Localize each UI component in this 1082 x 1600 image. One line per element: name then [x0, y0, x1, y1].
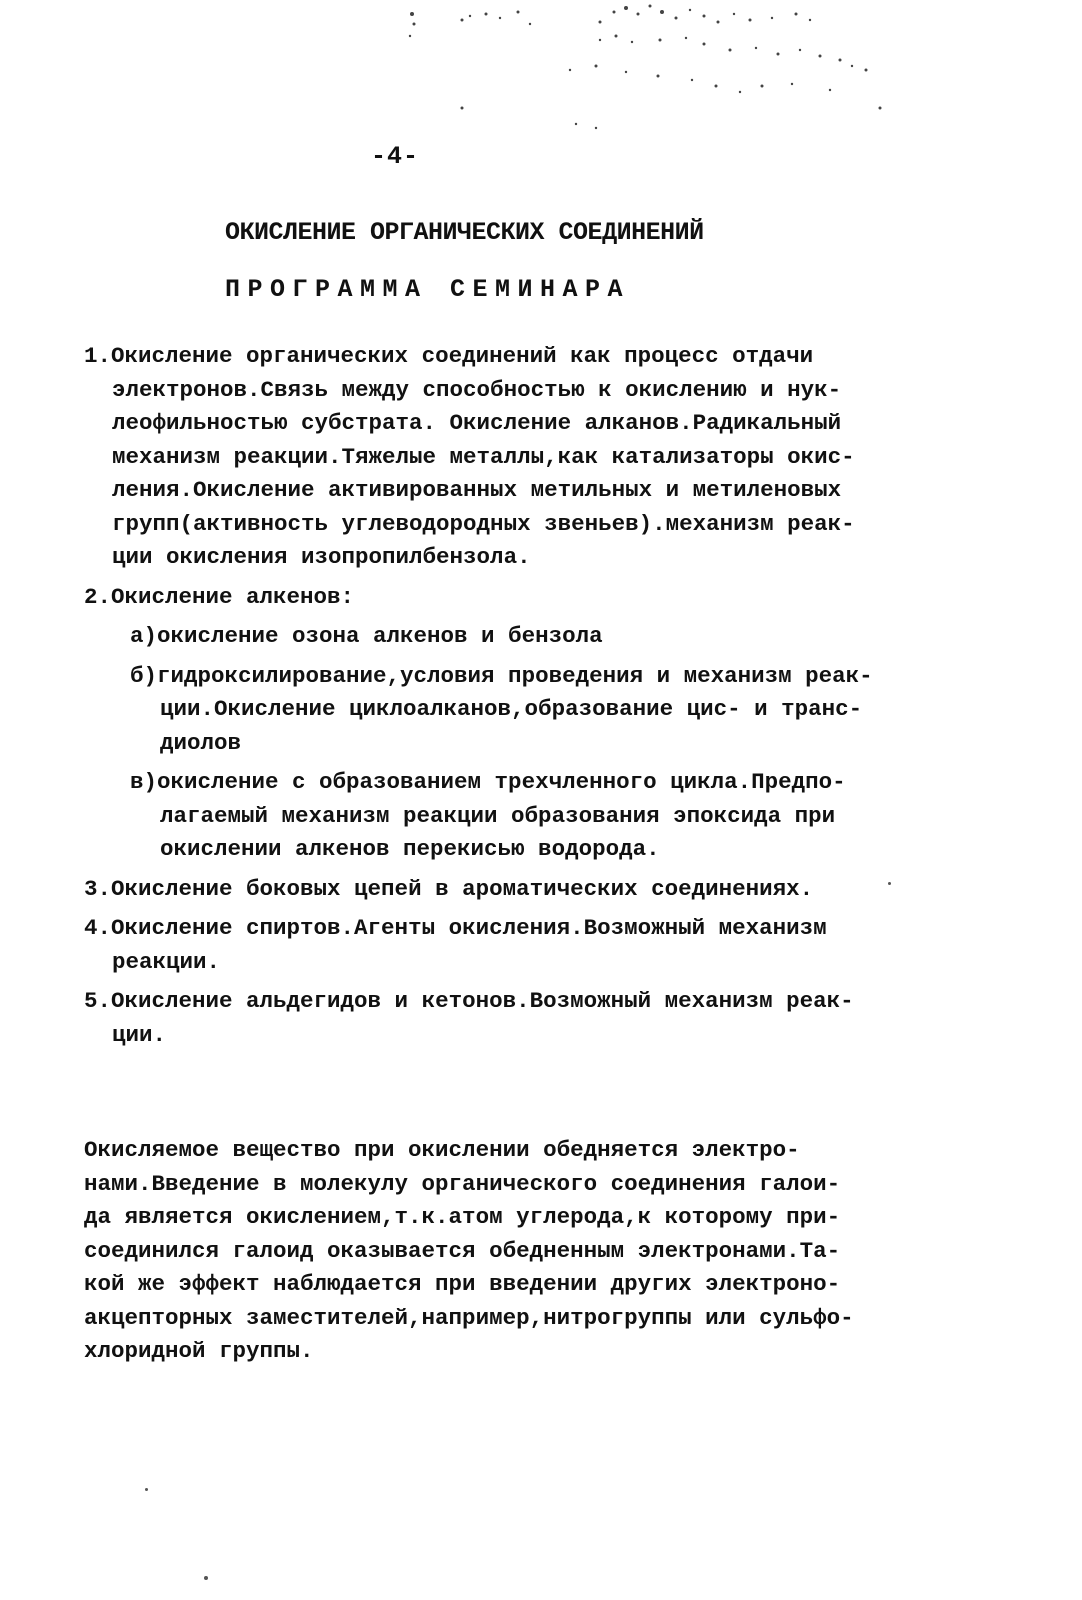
- item-continuation: реакции.: [112, 948, 221, 975]
- item-continuation: ции.: [112, 1021, 167, 1048]
- item-number: 4.: [84, 915, 112, 941]
- subitem-a: [130, 620, 1024, 654]
- body-paragraph: Окисляемое вещество при окислении обедняется электро- нами.Введение в молекулу органического соединения галои- да является окислением,т.к.атом углерода,к которому при- соединился галоид оказывается обедненным электронами.Та- кой же эффект наблюдается при введении других электроно- акцепторных заместителей,например,нитрогруппы или сульфо- хлоридной группы.: [84, 1137, 854, 1364]
- item-text: Окисление алкенов:: [111, 583, 355, 610]
- item-text: Окисление органических соединений как процесс отдачи: [111, 343, 814, 369]
- scan-noise: [400, 0, 920, 140]
- subitem-continuation: ции.Окисление циклоалканов,образование цис- и транс- диолов: [160, 696, 863, 756]
- document-title: ОКИСЛЕНИЕ ОРГАНИЧЕСКИХ СОЕДИНЕНИЙ: [225, 218, 704, 247]
- item-number: 2.: [84, 583, 112, 610]
- subitem-text: в)окисление с образованием трехчленного цикла.Предпо-: [130, 769, 846, 795]
- seminar-program: [84, 340, 1024, 1058]
- document-subtitle: ПРОГРАММА СЕМИНАРА: [225, 275, 631, 304]
- scan-speck: [145, 1488, 148, 1491]
- subitem-continuation: лагаемый механизм реакции образования эпоксида при окислении алкенов перекисью водорода.: [160, 802, 836, 862]
- subitem-c: [130, 766, 1024, 867]
- item-number: 1.: [84, 343, 112, 369]
- item-text: Окисление спиртов.Агенты окисления.Возможный механизм: [111, 915, 827, 941]
- item-text: Окисление альдегидов и кетонов.Возможный механизм реак-: [111, 988, 854, 1014]
- program-item-1: [84, 340, 1024, 575]
- scan-speck: [204, 1576, 208, 1580]
- page-number: -4-: [370, 142, 419, 171]
- subitem-b: [130, 660, 1024, 761]
- scan-speck: [888, 882, 891, 885]
- subitem-text: а)окисление озона алкенов и бензола: [130, 623, 603, 649]
- program-item-3: [84, 873, 1024, 907]
- item-continuation: электронов.Связь между способностью к окислению и нук- леофильностью субстрата. Окисление алканов.Радикальный механизм реакции.Тяжелые металлы,как катализаторы окис- ления.Окисление активированных метильных и метиленовых групп(активность углеводородных звеньев).механизм реак- ции окисления изопропилбензола.: [112, 376, 855, 570]
- item-number: 3.: [84, 875, 112, 902]
- program-item-5: [84, 985, 1024, 1052]
- item-text: Окисление боковых цепей в ароматических соединениях.: [111, 875, 814, 902]
- program-item-2: [84, 581, 1024, 867]
- program-item-4: [84, 912, 1024, 979]
- subitem-text: б)гидроксилирование,условия проведения и механизм реак-: [130, 662, 873, 689]
- item-number: 5.: [84, 988, 112, 1014]
